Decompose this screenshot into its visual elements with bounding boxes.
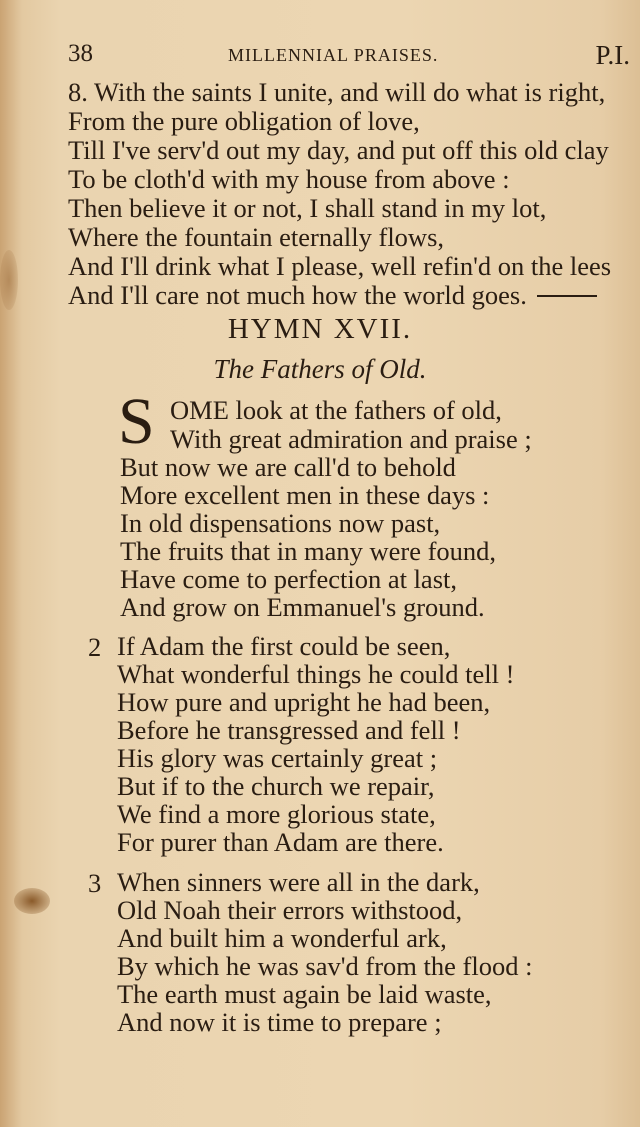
verse-line: With great admiration and praise ; (170, 424, 532, 454)
drop-cap: S (118, 385, 155, 458)
verse-line: But if to the church we repair, (117, 771, 435, 801)
verse-line: In old dispensations now past, (120, 508, 441, 538)
verse-number: 8. (68, 77, 88, 107)
verse-line: For purer than Adam are there. (117, 827, 444, 857)
verse-line: Before he transgressed and fell ! (117, 715, 461, 745)
running-head: MILLENNIAL PRAISES. (228, 45, 439, 65)
verse-line: OME look at the fathers of old, (170, 395, 502, 425)
hymn-subtitle: The Fathers of Old. (213, 354, 427, 384)
hymn-title: HYMN XVII. (227, 313, 413, 345)
verse-line: We find a more glorious state, (117, 799, 436, 829)
page-number: 38 (68, 40, 93, 67)
paper-stain (0, 250, 18, 310)
stanza-line: Then believe it or not, I shall stand in my lot, (68, 193, 547, 223)
verse-line: How pure and upright he had been, (117, 687, 491, 717)
verse-line: Old Noah their errors withstood, (117, 895, 463, 925)
verse-line: Have come to perfection at last, (120, 564, 457, 594)
stanza-line: From the pure obligation of love, (68, 106, 420, 136)
verse-line: The earth must again be laid waste, (117, 979, 492, 1009)
page-header (68, 40, 638, 74)
stanza-line: With the saints I unite, and will do what is right, (94, 77, 606, 107)
verse-line: But now we are call'd to behold (120, 452, 456, 482)
paper-stain (14, 888, 50, 914)
closing-rule (537, 295, 597, 297)
verse-line: And now it is time to prepare ; (117, 1007, 442, 1037)
verse-line: The fruits that in many were found, (120, 536, 497, 566)
verse-number: 2 (88, 632, 102, 662)
verse-line: And built him a wonderful ark, (117, 923, 447, 953)
verse-line: His glory was certainly great ; (117, 743, 438, 773)
verse-number: 3 (88, 868, 102, 898)
part-mark: P.I. (595, 40, 630, 70)
verse-line: By which he was sav'd from the flood : (117, 951, 533, 981)
verse-line: If Adam the first could be seen, (117, 631, 451, 661)
verse-line: What wonderful things he could tell ! (117, 659, 515, 689)
stanza-line: And I'll drink what I please, well refin'd on the lees (68, 251, 612, 281)
stanza-line: To be cloth'd with my house from above : (68, 164, 510, 194)
stanza-line: Where the fountain eternally flows, (68, 222, 445, 252)
stanza-line: Till I've serv'd out my day, and put off this old clay (68, 135, 609, 165)
verse-line: When sinners were all in the dark, (117, 867, 480, 897)
verse-line: More excellent men in these days : (120, 480, 490, 510)
verse-line: And grow on Emmanuel's ground. (120, 592, 485, 622)
stanza-line: And I'll care not much how the world goes. (68, 280, 527, 310)
